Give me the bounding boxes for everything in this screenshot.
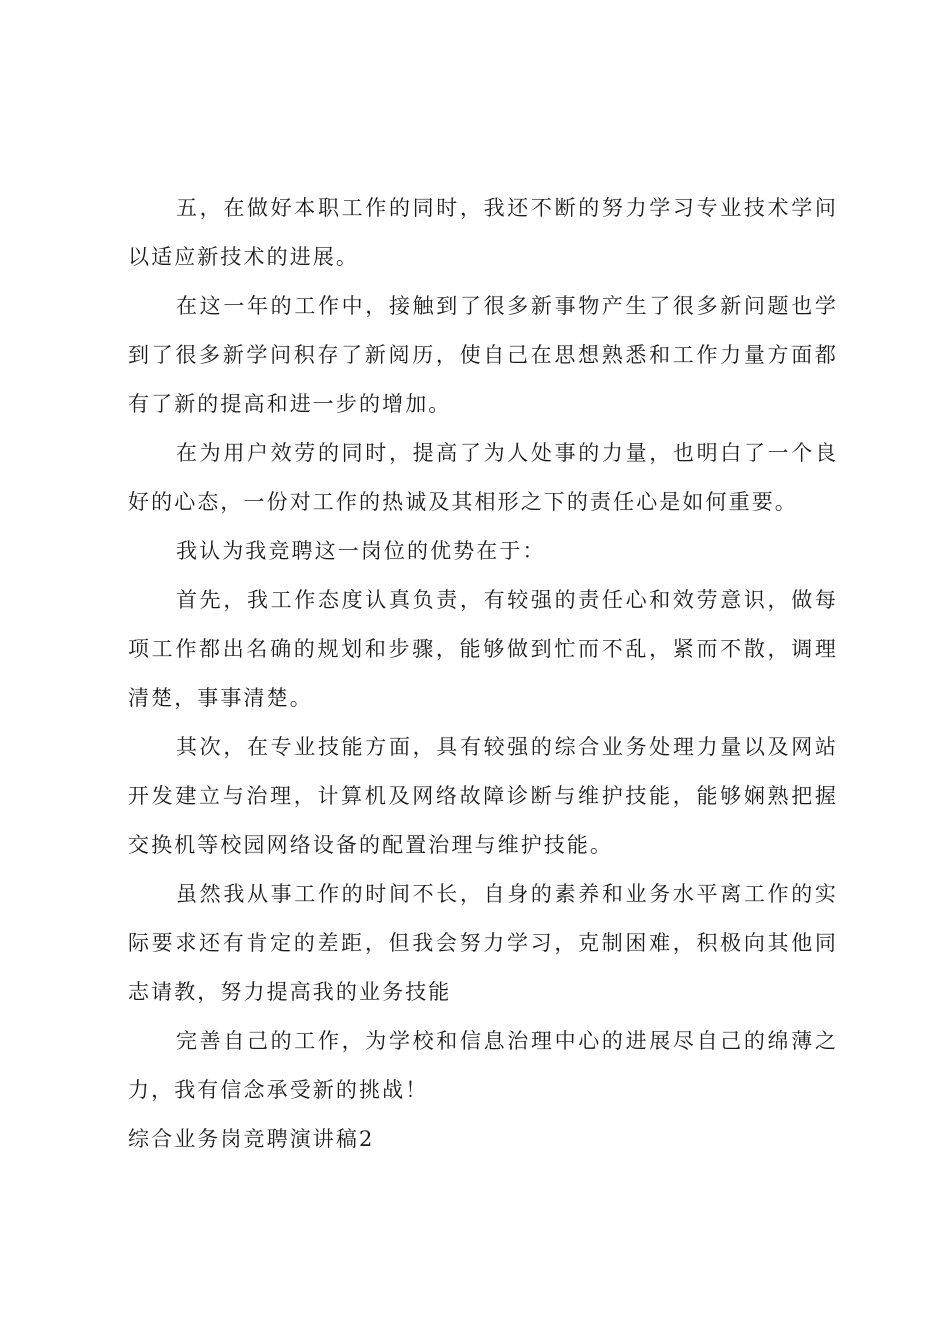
section-heading: 综合业务岗竞聘演讲稿2: [128, 1127, 375, 1151]
paragraph-7: 虽然我从事工作的时间不长，自身的素养和业务水平离工作的实际要求还有肯定的差距，但我会努力学习，克制困难，积极向其他同志请教，努力提高我的业务技能: [128, 882, 838, 1004]
paragraph-4: 我认为我竞聘这一岗位的优势在于：: [176, 539, 546, 563]
paragraph-5: 首先，我工作态度认真负责，有较强的责任心和效劳意识，做每项工作都出名确的规划和步骤，能够做到忙而不乱，紧而不散，调理清楚，事事清楚。: [128, 588, 838, 710]
document-body: [128, 184, 838, 1164]
paragraph-1: 五，在做好本职工作的同时，我还不断的努力学习专业技术学问以适应新技术的进展。: [128, 196, 838, 269]
paragraph-8: 完善自己的工作，为学校和信息治理中心的进展尽自己的绵薄之力，我有信念承受新的挑战！: [128, 1029, 838, 1102]
paragraph-3: 在为用户效劳的同时，提高了为人处事的力量，也明白了一个良好的心态，一份对工作的热诚及其相形之下的责任心是如何重要。: [128, 441, 838, 514]
paragraph-2: 在这一年的工作中，接触到了很多新事物产生了很多新问题也学到了很多新学问积存了新阅历，使自己在思想熟悉和工作力量方面都有了新的提高和进一步的增加。: [128, 294, 838, 416]
paragraph-6: 其次，在专业技能方面，具有较强的综合业务处理力量以及网站开发建立与治理，计算机及网络故障诊断与维护技能，能够娴熟把握交换机等校园网络设备的配置治理与维护技能。: [128, 735, 838, 857]
